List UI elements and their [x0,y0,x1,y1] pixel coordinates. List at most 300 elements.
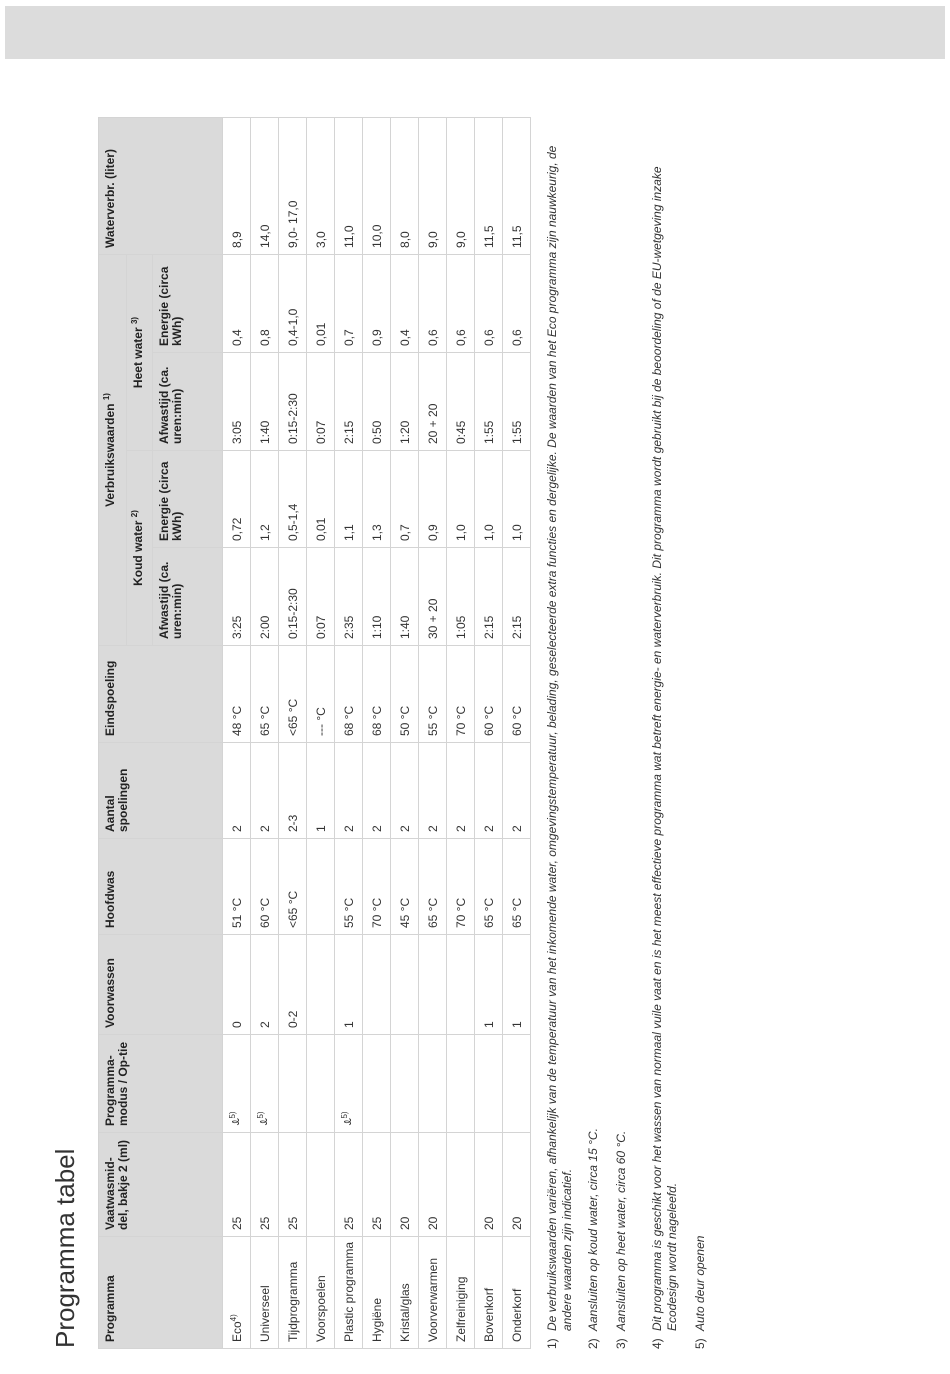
hot-time-value: 1:40 [257,420,272,444]
main-wash-value: 45 °C [397,897,412,928]
hot-time-value: 0:07 [313,420,328,444]
main-wash-cell [251,839,279,935]
rinses-value: 2 [397,825,412,832]
hot-energy-cell [447,254,475,352]
water-value: 9,0- 17,0 [285,200,300,248]
program-name: Voorspoelen [313,1275,328,1342]
final-rinse-cell [307,646,335,743]
main-wash-cell [307,839,335,935]
cold-energy-cell [279,451,307,548]
rinses-cell [503,743,531,839]
prewash-cell [503,935,531,1035]
program-name: Zelfreiniging [453,1276,468,1342]
final-rinse-cell [475,646,503,743]
mode-cell [307,1035,335,1133]
detergent-value: 20 [397,1216,412,1230]
final-rinse-cell [279,646,307,743]
header-waterverbruik: Waterverbr. (liter) [99,117,223,254]
cold-energy-cell [447,451,475,548]
cold-energy-value: 0,01 [313,517,328,541]
rinses-value: 2 [509,825,524,832]
final-rinse-value: 70 °C [453,705,468,736]
hot-energy-cell [307,254,335,352]
hot-time-cell [223,353,251,451]
water-value: 8,0 [397,231,412,248]
water-cell [335,117,363,254]
rinses-value: 2 [369,825,384,832]
header-koud-water [127,451,153,646]
prewash-value: 2 [257,1021,272,1028]
prewash-value: 0 [229,1021,244,1028]
hot-energy-value: 0,7 [341,329,356,346]
program-name: Plastic programma [341,1241,356,1342]
final-rinse-value: --- °C [313,707,328,736]
auto-door-open-icon: ꕊ [341,1118,355,1126]
cold-time-cell [363,548,391,646]
heet-water-label: Heet water [131,327,145,389]
prewash-cell [307,935,335,1035]
hot-energy-value: 0,01 [313,322,328,346]
main-wash-value: <65 °C [285,890,300,928]
prewash-cell [475,935,503,1035]
hot-time-cell [391,353,419,451]
footnote-5-text: Auto deur openen [693,1235,707,1331]
program-table-body [223,117,531,1348]
detergent-cell [419,1133,447,1237]
cold-energy-value: 0,7 [397,524,412,541]
table-row [419,117,447,1348]
footnote-5-number: 5) [693,1338,707,1349]
verbruikswaarden-label: Verbruikswaarden [103,403,117,507]
cold-time-cell [391,548,419,646]
footnote-4-number: 4) [650,1338,664,1349]
program-name-cell [307,1237,335,1349]
table-row [363,117,391,1348]
program-name-cell [419,1237,447,1349]
hot-energy-cell [419,254,447,352]
table-row [251,117,279,1348]
cold-energy-cell [363,451,391,548]
program-name-cell [503,1237,531,1349]
water-value: 3,0 [313,231,328,248]
hot-energy-cell [503,254,531,352]
header-row-1 [99,117,127,1348]
program-name-cell [363,1237,391,1349]
final-rinse-cell [419,646,447,743]
final-rinse-cell [223,646,251,743]
hot-time-value: 0:50 [369,420,384,444]
prewash-cell [419,935,447,1035]
detergent-value: 25 [257,1216,272,1230]
hot-time-cell [419,353,447,451]
cold-energy-cell [335,451,363,548]
hot-energy-cell [251,254,279,352]
main-wash-cell [363,839,391,935]
water-cell [363,117,391,254]
final-rinse-value: 50 °C [397,705,412,736]
footnote-3 [614,109,629,1349]
rinses-cell [307,743,335,839]
main-wash-cell [447,839,475,935]
program-name-cell [251,1237,279,1349]
header-programma: Programma [99,1237,223,1349]
detergent-cell [363,1133,391,1237]
header-vaatwasmiddel: Vaatwasmid-del, bakje 2 (ml) [99,1133,223,1237]
cold-time-cell [419,548,447,646]
program-name-cell [279,1237,307,1349]
main-wash-cell [335,839,363,935]
cold-energy-value: 1,2 [257,524,272,541]
header-aantal-spoelingen: Aantal spoelingen [99,743,223,839]
cold-time-cell [335,548,363,646]
prewash-cell [223,935,251,1035]
detergent-cell [307,1133,335,1237]
program-name: Eco [229,1321,244,1342]
prewash-value: 1 [509,1021,524,1028]
rinses-cell [391,743,419,839]
header-heet-water [127,254,153,450]
cold-energy-value: 1,0 [453,524,468,541]
rinses-cell [475,743,503,839]
rinses-cell [335,743,363,839]
prewash-value: 1 [481,1021,496,1028]
cold-time-value: 0:07 [313,615,328,639]
prewash-cell [335,935,363,1035]
cold-time-cell [251,548,279,646]
water-cell [307,117,335,254]
table-row [223,117,251,1348]
footnote-4 [650,109,680,1349]
water-cell [447,117,475,254]
main-wash-value: 70 °C [453,897,468,928]
footnote-2-number: 2) [586,1338,600,1349]
hot-energy-cell [335,254,363,352]
cold-time-cell [307,548,335,646]
prewash-cell [251,935,279,1035]
detergent-value: 25 [341,1216,356,1230]
rinses-value: 1 [313,825,328,832]
hot-time-value: 1:20 [397,420,412,444]
final-rinse-cell [503,646,531,743]
final-rinse-cell [391,646,419,743]
final-rinse-value: 60 °C [509,705,524,736]
program-name-cell [335,1237,363,1349]
cold-time-cell [503,548,531,646]
program-name: Voorverwarmen [425,1257,440,1342]
koud-water-footnote-ref: 2) [130,510,139,518]
mode-cell [363,1035,391,1133]
cold-energy-cell [419,451,447,548]
hot-energy-value: 0,8 [257,329,272,346]
hot-energy-value: 0,6 [509,329,524,346]
footnote-2 [586,109,601,1349]
hot-time-value: 3:05 [229,420,244,444]
rinses-value: 2 [257,825,272,832]
water-cell [503,117,531,254]
cold-energy-cell [251,451,279,548]
hot-energy-value: 0,4 [229,329,244,346]
water-value: 11,0 [341,225,356,248]
footnote-1 [545,109,575,1349]
hot-time-cell [307,353,335,451]
hot-energy-value: 0,6 [481,329,496,346]
final-rinse-value: 60 °C [481,705,496,736]
final-rinse-value: 68 °C [369,705,384,736]
hot-time-cell [475,353,503,451]
prewash-cell [363,935,391,1035]
prewash-value: 1 [341,1021,356,1028]
main-wash-value: 51 °C [229,897,244,928]
rinses-cell [363,743,391,839]
table-row [307,117,335,1348]
footnote-2-text: Aansluiten op koud water, circa 15 °C. [586,1128,600,1331]
hot-time-cell [363,353,391,451]
hot-energy-cell [475,254,503,352]
cold-energy-cell [223,451,251,548]
program-name-cell [475,1237,503,1349]
water-cell [391,117,419,254]
program-name: Bovenkorf [481,1287,496,1342]
table-row [475,117,503,1348]
cold-energy-cell [503,451,531,548]
koud-water-label: Koud water [131,520,145,586]
cold-time-value: 2:00 [257,615,272,639]
rinses-value: 2 [229,825,244,832]
cold-energy-value: 1,1 [341,524,356,541]
water-value: 9,0 [425,231,440,248]
cold-time-value: 30 + 20 [425,598,440,639]
prewash-value: 0-2 [285,1010,300,1028]
program-name-cell [391,1237,419,1349]
water-value: 14,0 [257,224,272,248]
program-name: Universeel [257,1285,272,1342]
hot-energy-value: 0,9 [369,329,384,346]
rinses-cell [279,743,307,839]
prewash-cell [391,935,419,1035]
final-rinse-cell [335,646,363,743]
footnote-3-text: Aansluiten op heet water, circa 60 °C. [614,1130,628,1331]
rinses-value: 2 [453,825,468,832]
hot-energy-value: 0,6 [453,329,468,346]
mode-cell [475,1035,503,1133]
rinses-cell [223,743,251,839]
rinses-cell [419,743,447,839]
hot-energy-cell [363,254,391,352]
cold-energy-value: 0,72 [229,517,244,541]
detergent-value: 20 [509,1216,524,1230]
program-name: Onderkorf [509,1288,524,1342]
program-footnote-ref: 4) [228,1314,238,1322]
final-rinse-value: 65 °C [257,705,272,736]
detergent-cell [335,1133,363,1237]
detergent-cell [447,1133,475,1237]
mode-cell [279,1035,307,1133]
water-value: 9,0 [453,231,468,248]
footnote-5 [693,109,708,1349]
mode-cell [223,1035,251,1133]
program-name: Tijdprogramma [285,1261,300,1342]
main-wash-cell [391,839,419,935]
cold-energy-value: 1,0 [509,524,524,541]
hot-energy-value: 0,4-1,0 [285,308,300,346]
final-rinse-cell [251,646,279,743]
detergent-value: 20 [425,1216,440,1230]
verbruikswaarden-footnote-ref: 1) [102,393,111,401]
detergent-cell [391,1133,419,1237]
detergent-cell [279,1133,307,1237]
detergent-value: 25 [229,1216,244,1230]
footnote-1-text: De verbruikswaarden variëren, afhankelijk van de temperatuur van het inkomende water, omgevingstemperatuur, belading, geselecteerde extra functies en dergelijke. De waarden van het Eco programma zijn nauwkeurig, de andere waarden zijn indicatief. [545,145,574,1331]
prewash-cell [447,935,475,1035]
program-name: Hygiëne [369,1297,384,1342]
header-hoofdwas: Hoofdwas [99,839,223,935]
final-rinse-cell [447,646,475,743]
footnote-1-number: 1) [545,1338,559,1349]
mode-footnote-ref: 5) [340,1111,349,1119]
cold-time-value: 0:15-2:30 [285,588,300,639]
cold-energy-cell [307,451,335,548]
final-rinse-value: <65 °C [285,698,300,736]
cold-time-cell [447,548,475,646]
main-wash-value: 65 °C [425,897,440,928]
table-row [447,117,475,1348]
hot-time-value: 1:55 [481,420,496,444]
cold-time-cell [279,548,307,646]
water-value: 11,5 [509,225,524,248]
final-rinse-cell [363,646,391,743]
water-value: 10,0 [369,224,384,248]
heet-water-footnote-ref: 3) [130,316,139,325]
water-cell [419,117,447,254]
hot-time-cell [251,353,279,451]
rinses-value: 2 [481,825,496,832]
detergent-cell [475,1133,503,1237]
hot-energy-cell [223,254,251,352]
water-cell [475,117,503,254]
mode-footnote-ref: 5) [228,1111,237,1119]
auto-door-open-icon: ꕊ [229,1118,243,1126]
hot-time-value: 1:55 [509,420,524,444]
table-row [335,117,363,1348]
main-wash-cell [279,839,307,935]
program-name-cell [223,1237,251,1349]
rinses-value: 2-3 [285,814,300,832]
program-name: Kristal/glas [397,1283,412,1342]
cold-energy-value: 1,0 [481,524,496,541]
rinses-cell [447,743,475,839]
hot-time-value: 2:15 [341,420,356,444]
detergent-cell [503,1133,531,1237]
cold-energy-value: 0,5-1,4 [285,503,300,541]
table-row [279,117,307,1348]
final-rinse-value: 68 °C [341,705,356,736]
main-wash-cell [503,839,531,935]
mode-cell [251,1035,279,1133]
hot-time-cell [335,353,363,451]
header-heet-energie: Energie (circa kWh) [153,254,223,352]
program-table [98,117,531,1349]
main-wash-value: 70 °C [369,897,384,928]
detergent-cell [251,1133,279,1237]
mode-cell [503,1035,531,1133]
mode-cell [447,1035,475,1133]
rinses-value: 2 [425,825,440,832]
cold-time-value: 1:05 [453,615,468,639]
rinses-value: 2 [341,825,356,832]
table-row [503,117,531,1348]
hot-energy-cell [391,254,419,352]
footnote-3-number: 3) [614,1338,628,1349]
hot-time-cell [279,353,307,451]
prewash-cell [279,935,307,1035]
table-row [391,117,419,1348]
mode-footnote-ref: 5) [256,1111,265,1119]
cold-time-value: 2:15 [481,615,496,639]
cold-time-value: 3:25 [229,615,244,639]
main-wash-cell [419,839,447,935]
water-cell [223,117,251,254]
hot-time-cell [503,353,531,451]
rinses-cell [251,743,279,839]
program-name-cell [447,1237,475,1349]
mode-cell [391,1035,419,1133]
detergent-value: 20 [481,1216,496,1230]
mode-cell [419,1035,447,1133]
header-eindspoeling: Eindspoeling [99,646,223,743]
auto-door-open-icon: ꕊ [257,1118,271,1126]
header-heet-afwastijd: Afwastijd (ca. uren:min) [153,353,223,451]
hot-energy-value: 0,4 [397,329,412,346]
cold-time-value: 1:10 [369,615,384,639]
cold-energy-value: 1,3 [369,524,384,541]
header-koud-afwastijd: Afwastijd (ca. uren:min) [153,548,223,646]
mode-cell [335,1035,363,1133]
hot-time-cell [447,353,475,451]
cold-time-cell [475,548,503,646]
cold-energy-value: 0,9 [425,524,440,541]
cold-energy-cell [391,451,419,548]
final-rinse-value: 48 °C [229,705,244,736]
header-koud-energie: Energie (circa kWh) [153,451,223,548]
page-title: Programma tabel [50,1148,80,1348]
header-voorwassen: Voorwassen [99,935,223,1035]
cold-time-value: 1:40 [397,615,412,639]
cold-time-cell [223,548,251,646]
detergent-value: 25 [369,1216,384,1230]
hot-time-value: 20 + 20 [425,403,440,444]
footnote-4-text: Dit programma is geschikt voor het wassen van normaal vuile vaat en is het meest effectieve programma wat betreft energie- en waterverbruik. Dit programma wordt gebruikt bij de beoordeling of de EU-wetgeving inzake Ecodesign wordt nageleefd. [650,166,679,1331]
main-wash-cell [223,839,251,935]
main-wash-value: 65 °C [481,897,496,928]
header-verbruikswaarden [99,254,127,645]
hot-time-value: 0:15-2:30 [285,393,300,444]
hot-energy-value: 0,6 [425,329,440,346]
detergent-value: 25 [285,1216,300,1230]
water-cell [279,117,307,254]
main-wash-cell [475,839,503,935]
water-cell [251,117,279,254]
cold-time-value: 2:35 [341,615,356,639]
hot-energy-cell [279,254,307,352]
main-wash-value: 65 °C [509,897,524,928]
main-wash-value: 55 °C [341,897,356,928]
water-value: 11,5 [481,225,496,248]
cold-energy-cell [475,451,503,548]
header-modus: Programma-modus / Op-tie [99,1035,223,1133]
hot-time-value: 0:45 [453,420,468,444]
final-rinse-value: 55 °C [425,705,440,736]
detergent-cell [223,1133,251,1237]
